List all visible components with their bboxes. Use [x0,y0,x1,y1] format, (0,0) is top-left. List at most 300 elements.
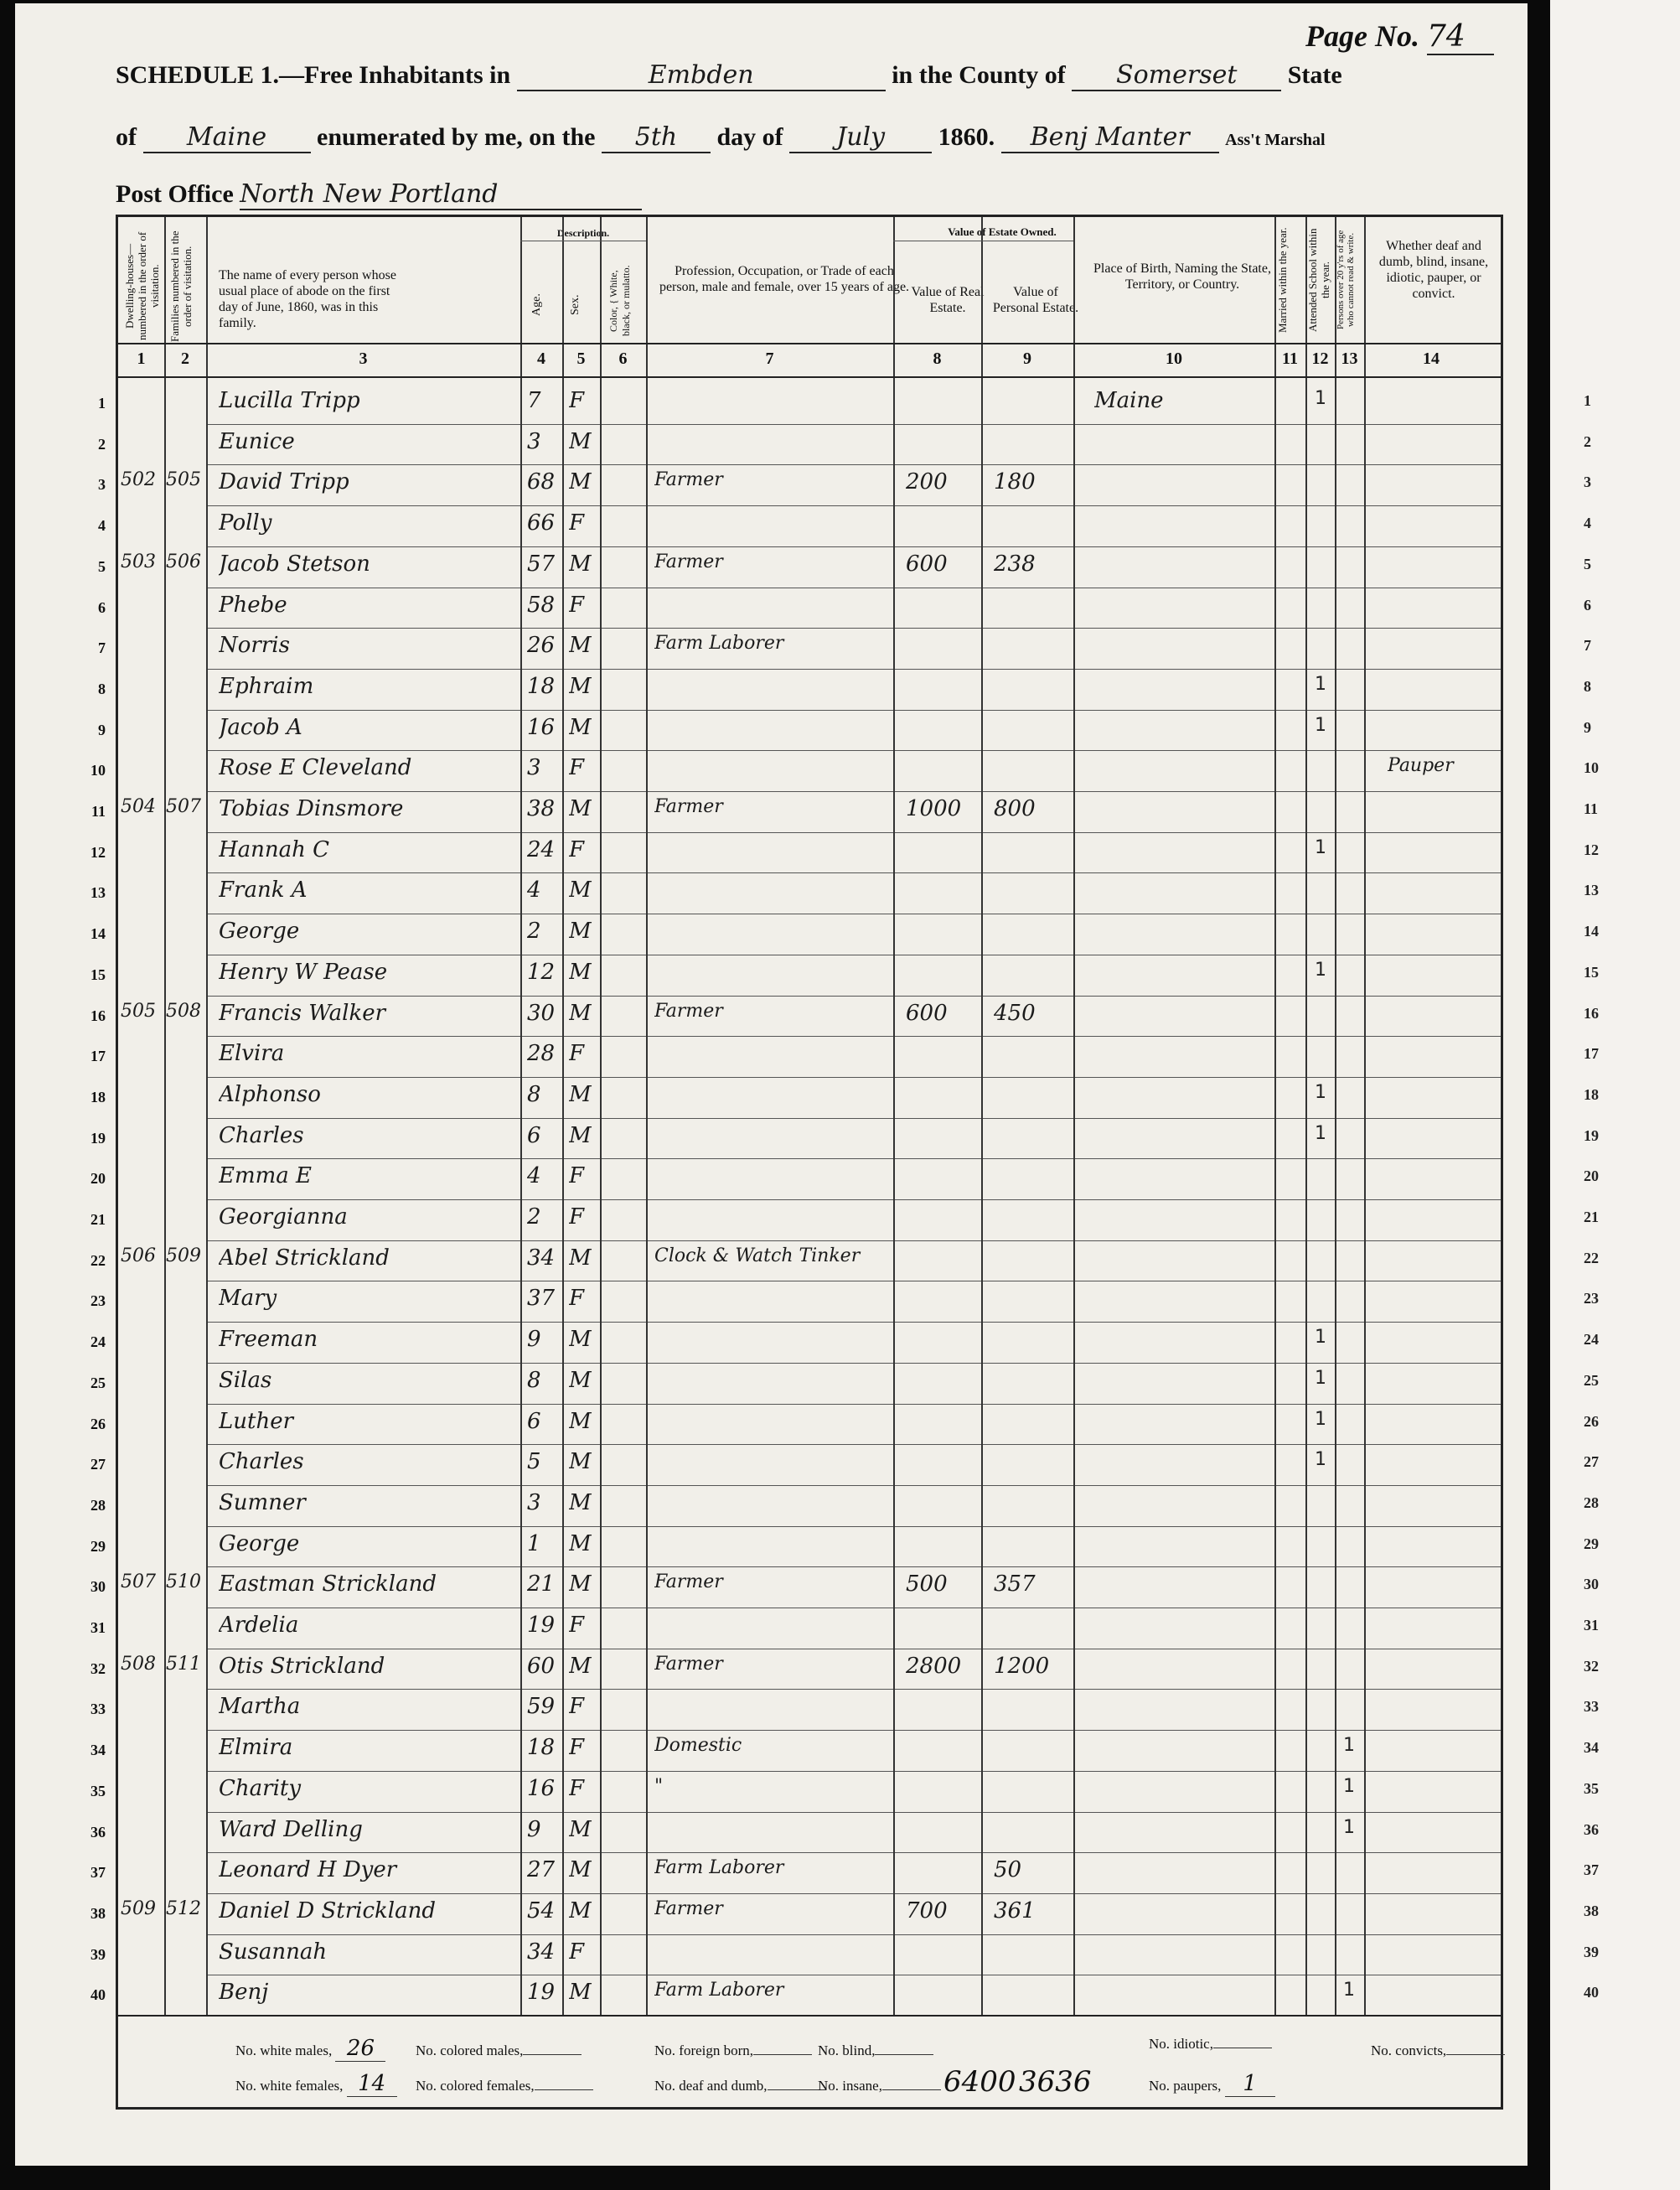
line-number: 29 [90,1537,106,1555]
real-estate-value: 700 [906,1897,948,1923]
month-value: July [789,122,932,153]
sex-value: F [569,1775,585,1801]
sex-value: M [569,1327,592,1353]
person-name: Charles [219,1122,304,1148]
column-rule [893,217,895,2015]
age-value: 9 [527,1816,541,1842]
column-rule [206,217,208,2015]
age-value: 27 [527,1857,556,1883]
col-num-13: 13 [1341,349,1358,368]
real-estate-value: 1000 [906,796,962,821]
col-num-4: 4 [537,349,545,368]
person-name: Sumner [219,1489,306,1515]
person-name: Elmira [219,1735,293,1761]
sex-value: F [569,836,585,862]
age-value: 54 [527,1897,556,1923]
person-name: Lucilla Tripp [219,388,360,413]
age-value: 8 [527,1081,541,1107]
personal-estate-value: 357 [994,1571,1036,1597]
occupation-value: Farmer [654,1571,723,1593]
dwelling-number: 506 [121,1245,156,1266]
dwelling-number: 504 [121,796,156,817]
margin-number: 2 [1584,432,1591,450]
person-name: Freeman [219,1327,318,1353]
sex-value: M [569,633,592,659]
margin-number: 25 [1584,1371,1599,1389]
column-rule [1335,217,1336,2015]
person-name: Phebe [219,592,287,618]
person-name: Henry W Pease [219,959,388,985]
age-value: 30 [527,1000,556,1026]
personal-estate-value: 361 [994,1897,1036,1923]
school-mark: 1 [1315,673,1326,695]
illiterate-mark: 1 [1343,1980,1355,2001]
person-name: Ephraim [219,673,314,699]
margin-number: 20 [1584,1167,1599,1185]
dwelling-number: 509 [121,1897,156,1919]
line-number: 25 [90,1374,106,1391]
summary-white-females: No. white females, 14 [235,2071,397,2097]
line-number: 8 [98,680,106,697]
summary-paupers: No. paupers, 1 [1149,2071,1275,2097]
col-num-6: 6 [618,349,628,368]
county-value: Somerset [1072,60,1281,91]
line-number: 39 [90,1945,106,1963]
birthplace-value: Maine [1094,388,1164,413]
school-mark: 1 [1315,1449,1326,1471]
margin-number: 9 [1584,718,1591,736]
age-value: 12 [527,959,556,985]
person-name: Daniel D Strickland [219,1897,437,1923]
sex-value: M [569,1530,592,1556]
line-number: 36 [90,1823,106,1841]
age-value: 3 [527,1489,541,1515]
sex-value: M [569,959,592,985]
age-value: 18 [527,1735,556,1761]
person-name: Alphonso [219,1081,321,1107]
margin-number: 12 [1584,841,1599,858]
margin-number: 34 [1584,1739,1599,1757]
header-line-1: SCHEDULE 1.—Free Inhabitants in Embden in the County of Somerset State [116,60,1342,90]
age-value: 7 [527,388,541,413]
age-value: 2 [527,919,541,945]
state-value: Maine [143,122,311,153]
col-header-5: Sex. [569,294,582,316]
age-value: 66 [527,510,556,536]
col-header-7: Profession, Occupation, or Trade of each person, male and female, over 15 years of age. [659,264,910,294]
line-number: 1 [98,395,106,412]
age-value: 21 [527,1571,556,1597]
family-number: 509 [166,1245,201,1266]
col-header-10: Place of Birth, Naming the State, Territory, or Country. [1093,261,1271,292]
line-number: 2 [98,435,106,453]
person-name: Luther [219,1408,294,1434]
sex-value: M [569,1980,592,2006]
person-name: Jacob Stetson [219,551,370,577]
line-number: 5 [98,557,106,575]
person-name: Tobias Dinsmore [219,796,404,821]
line-number: 35 [90,1782,106,1799]
person-name: Eunice [219,428,295,454]
sex-value: M [569,1571,592,1597]
real-estate-value: 600 [906,1000,948,1026]
line-number: 27 [90,1456,106,1473]
col-header-11: Married within the year. [1276,227,1289,333]
column-rule [1073,217,1075,2015]
column-rule [981,217,983,2015]
dwelling-number: 503 [121,551,156,572]
margin-number: 19 [1584,1126,1599,1144]
col-num-3: 3 [359,349,368,368]
margin-number: 39 [1584,1943,1599,1960]
sex-value: M [569,796,592,821]
person-name: Martha [219,1694,301,1720]
margin-number: 1 [1584,392,1591,409]
line-number: 37 [90,1864,106,1882]
personal-estate-value: 180 [994,469,1036,495]
illiterate-mark: 1 [1343,1735,1355,1757]
margin-number: 11 [1584,800,1599,817]
family-number: 505 [166,469,201,491]
header-rule [118,343,1501,344]
margin-number: 18 [1584,1085,1599,1103]
col-num-2: 2 [181,349,189,368]
line-number: 31 [90,1619,106,1636]
real-estate-value: 2800 [906,1653,962,1679]
line-number: 14 [90,925,106,943]
person-name: Norris [219,633,290,659]
column-rule [1274,217,1276,2015]
age-value: 24 [527,836,556,862]
summary-white-males: No. white males, 26 [235,2036,385,2062]
age-value: 68 [527,469,556,495]
person-name: Francis Walker [219,1000,386,1026]
family-number: 510 [166,1571,201,1593]
col-num-9: 9 [1023,349,1031,368]
age-value: 19 [527,1613,556,1638]
post-office-value: North New Portland [240,179,642,210]
margin-number: 13 [1584,882,1599,899]
age-value: 8 [527,1367,541,1393]
page-number: Page No. 74 [1305,18,1494,55]
dwelling-number: 505 [121,1000,156,1022]
line-number: 34 [90,1742,106,1759]
sex-value: M [569,1000,592,1026]
summary-blind: No. blind, [818,2042,933,2059]
line-number: 22 [90,1251,106,1269]
age-value: 5 [527,1449,541,1475]
sex-value: M [569,673,592,699]
person-name: Charles [219,1449,304,1475]
margin-number: 10 [1584,759,1599,777]
total-personal-estate: 3636 [1019,2065,1092,2099]
sex-value: M [569,1857,592,1883]
age-value: 16 [527,714,556,740]
line-number: 16 [90,1007,106,1024]
age-value: 26 [527,633,556,659]
col-num-1: 1 [137,349,146,368]
person-name: Polly [219,510,272,536]
family-number: 506 [166,551,201,572]
occupation-value: Farmer [654,1653,723,1675]
person-name: Elvira [219,1041,285,1067]
age-value: 60 [527,1653,556,1679]
person-name: Ardelia [219,1613,299,1638]
age-value: 58 [527,592,556,618]
sex-value: M [569,1489,592,1515]
person-name: Benj [219,1980,269,2006]
line-number: 9 [98,721,106,738]
sex-value: M [569,1816,592,1842]
column-rule [1305,217,1307,2015]
summary-colored-females: No. colored females, [416,2078,593,2094]
col-num-10: 10 [1166,349,1182,368]
summary-foreign-born: No. foreign born, [654,2042,812,2059]
person-name: Susannah [219,1939,328,1965]
line-number: 12 [90,843,106,861]
summary-convicts: No. convicts, [1371,2042,1505,2059]
sex-value: M [569,1367,592,1393]
col-num-12: 12 [1311,349,1329,368]
sex-value: F [569,1163,585,1189]
col-header-3: The name of every person whose usual place of abode on the first day of June, 1860, was in this family. [219,268,396,330]
margin-number: 17 [1584,1045,1599,1063]
age-value: 9 [527,1327,541,1353]
sex-value: F [569,592,585,618]
margin-number: 35 [1584,1779,1599,1797]
margin-number: 22 [1584,1249,1599,1266]
sex-value: F [569,388,585,413]
sex-value: M [569,878,592,903]
sex-value: F [569,510,585,536]
col-header-description: Description. [556,227,610,239]
margin-number: 28 [1584,1494,1599,1511]
census-page [15,3,1528,2166]
person-name: George [219,919,300,945]
column-rule [164,217,166,2015]
line-number: 32 [90,1659,106,1677]
column-rule [600,217,602,2015]
line-number: 11 [90,803,106,820]
person-name: Leonard H Dyer [219,1857,397,1883]
col-num-5: 5 [576,349,586,368]
col-header-8: Value of Real Estate. [911,285,985,315]
age-value: 3 [527,755,541,781]
sex-value: M [569,1245,592,1271]
margin-number: 29 [1584,1535,1599,1552]
sex-value: M [569,714,592,740]
sex-value: M [569,551,592,577]
margin-number: 40 [1584,1984,1599,2001]
header-line-2: of Maine enumerated by me, on the 5th day of July 1860. Benj Manter Ass't Marshal [116,122,1326,152]
day-value: 5th [602,122,711,153]
margin-number: 32 [1584,1657,1599,1675]
person-name: Mary [219,1286,277,1312]
age-value: 37 [527,1286,556,1312]
sex-value: M [569,1081,592,1107]
occupation-value: Clock & Watch Tinker [654,1245,861,1266]
occupation-value: Farmer [654,796,723,817]
marshal-value: Benj Manter [1001,122,1219,153]
summary-colored-males: No. colored males, [416,2042,582,2059]
real-estate-value: 200 [906,469,948,495]
condition-value: Pauper [1388,755,1454,777]
age-value: 1 [527,1530,541,1556]
col-header-13: Persons over 20 y'rs of age who cannot read & write. [1336,230,1356,330]
line-number: 3 [98,476,106,494]
person-name: Georgianna [219,1204,348,1230]
illiterate-mark: 1 [1343,1775,1355,1797]
col-header-14: Whether deaf and dumb, blind, insane, idiotic, pauper, or convict. [1378,239,1489,301]
age-value: 6 [527,1408,541,1434]
line-number: 28 [90,1496,106,1514]
personal-estate-value: 1200 [994,1653,1050,1679]
margin-number: 26 [1584,1412,1599,1430]
sex-value: M [569,1122,592,1148]
person-name: Eastman Strickland [219,1571,437,1597]
school-mark: 1 [1315,1327,1326,1349]
summary-idiotic: No. idiotic, [1149,2036,1272,2053]
line-number: 23 [90,1292,106,1310]
personal-estate-value: 450 [994,1000,1036,1026]
real-estate-value: 600 [906,551,948,577]
sex-value: M [569,1449,592,1475]
margin-number: 15 [1584,963,1599,981]
margin-number: 21 [1584,1209,1599,1225]
margin-number: 5 [1584,555,1591,572]
margin-number: 31 [1584,1617,1599,1633]
person-name: George [219,1530,300,1556]
summary-rule [118,2015,1501,2017]
school-mark: 1 [1315,714,1326,736]
margin-number: 38 [1584,1902,1599,1919]
line-number: 15 [90,966,106,983]
col-header-9: Value of Personal Estate. [992,285,1079,315]
family-number: 507 [166,796,201,817]
school-mark: 1 [1315,1122,1326,1144]
person-name: Jacob A [219,714,302,740]
school-mark: 1 [1315,1081,1326,1103]
line-number: 26 [90,1415,106,1432]
line-number: 21 [90,1211,106,1228]
margin-number: 3 [1584,474,1591,491]
sex-value: M [569,469,592,495]
margin-number: 8 [1584,677,1591,695]
occupation-value: Farm Laborer [654,1857,784,1879]
paupers-value: 1 [1225,2071,1275,2097]
line-number: 40 [90,1986,106,2004]
school-mark: 1 [1315,388,1326,409]
line-number: 17 [90,1048,106,1065]
margin-number: 6 [1584,596,1591,614]
col-num-8: 8 [933,349,942,368]
illiterate-mark: 1 [1343,1816,1355,1838]
col-header-4: Age. [530,293,543,317]
school-mark: 1 [1315,836,1326,858]
margin-number: 33 [1584,1698,1599,1716]
col-header-1: Dwelling-houses—numbered in the order of visitation. [123,231,161,341]
age-value: 57 [527,551,556,577]
age-value: 38 [527,796,556,821]
margin-number: 37 [1584,1861,1599,1879]
line-number: 13 [90,884,106,902]
line-number: 19 [90,1129,106,1147]
sex-value: F [569,1041,585,1067]
age-value: 34 [527,1245,556,1271]
col-num-7: 7 [765,349,774,368]
margin-number: 16 [1584,1004,1599,1022]
sex-value: F [569,1735,585,1761]
age-value: 18 [527,673,556,699]
sex-value: F [569,1613,585,1638]
line-number: 24 [90,1333,106,1351]
header-rule [118,376,1501,378]
person-name: Emma E [219,1163,313,1189]
age-value: 59 [527,1694,556,1720]
occupation-value: Domestic [654,1735,742,1757]
margin-number: 14 [1584,923,1599,940]
real-estate-value: 500 [906,1571,948,1597]
line-number: 6 [98,598,106,616]
age-value: 3 [527,428,541,454]
line-number: 4 [98,517,106,535]
summary-deaf-dumb: No. deaf and dumb, [654,2078,826,2094]
occupation-value: Farm Laborer [654,1980,784,2001]
school-mark: 1 [1315,1367,1326,1389]
margin-number: 7 [1584,637,1591,655]
sex-value: M [569,428,592,454]
occupation-value: Farmer [654,1897,723,1919]
sex-value: M [569,1653,592,1679]
column-rule [1364,217,1366,2015]
school-mark: 1 [1315,1408,1326,1430]
occupation-value: Farmer [654,551,723,572]
line-number: 18 [90,1088,106,1105]
margin-number: 23 [1584,1290,1599,1307]
person-name: Abel Strickland [219,1245,390,1271]
age-value: 4 [527,878,541,903]
occupation-value: " [654,1775,664,1797]
margin-number: 4 [1584,515,1591,532]
col-header-12: Attended School within the year. [1306,228,1331,332]
line-number: 33 [90,1701,106,1718]
margin-number: 36 [1584,1820,1599,1838]
line-number: 38 [90,1904,106,1922]
sex-value: F [569,1286,585,1312]
summary-insane: No. insane, [818,2078,941,2094]
col-num-11: 11 [1282,349,1298,368]
dwelling-number: 502 [121,469,156,491]
white-males-value: 26 [335,2036,385,2062]
town-value: Embden [517,60,886,91]
margin-number: 27 [1584,1453,1599,1471]
white-females-value: 14 [347,2071,397,2097]
line-number: 10 [90,762,106,779]
col-num-14: 14 [1423,349,1440,368]
sex-value: F [569,1939,585,1965]
personal-estate-value: 50 [994,1857,1022,1883]
header-line-3: Post Office North New Portland [116,179,642,210]
person-name: Frank A [219,878,308,903]
age-value: 4 [527,1163,541,1189]
line-number: 30 [90,1578,106,1596]
family-number: 508 [166,1000,201,1022]
person-name: David Tripp [219,469,349,495]
sex-value: F [569,1204,585,1230]
column-rule [562,217,564,2015]
occupation-value: Farmer [654,469,723,491]
col-header-6: Color, { White, black, or mulatto. [607,265,632,337]
